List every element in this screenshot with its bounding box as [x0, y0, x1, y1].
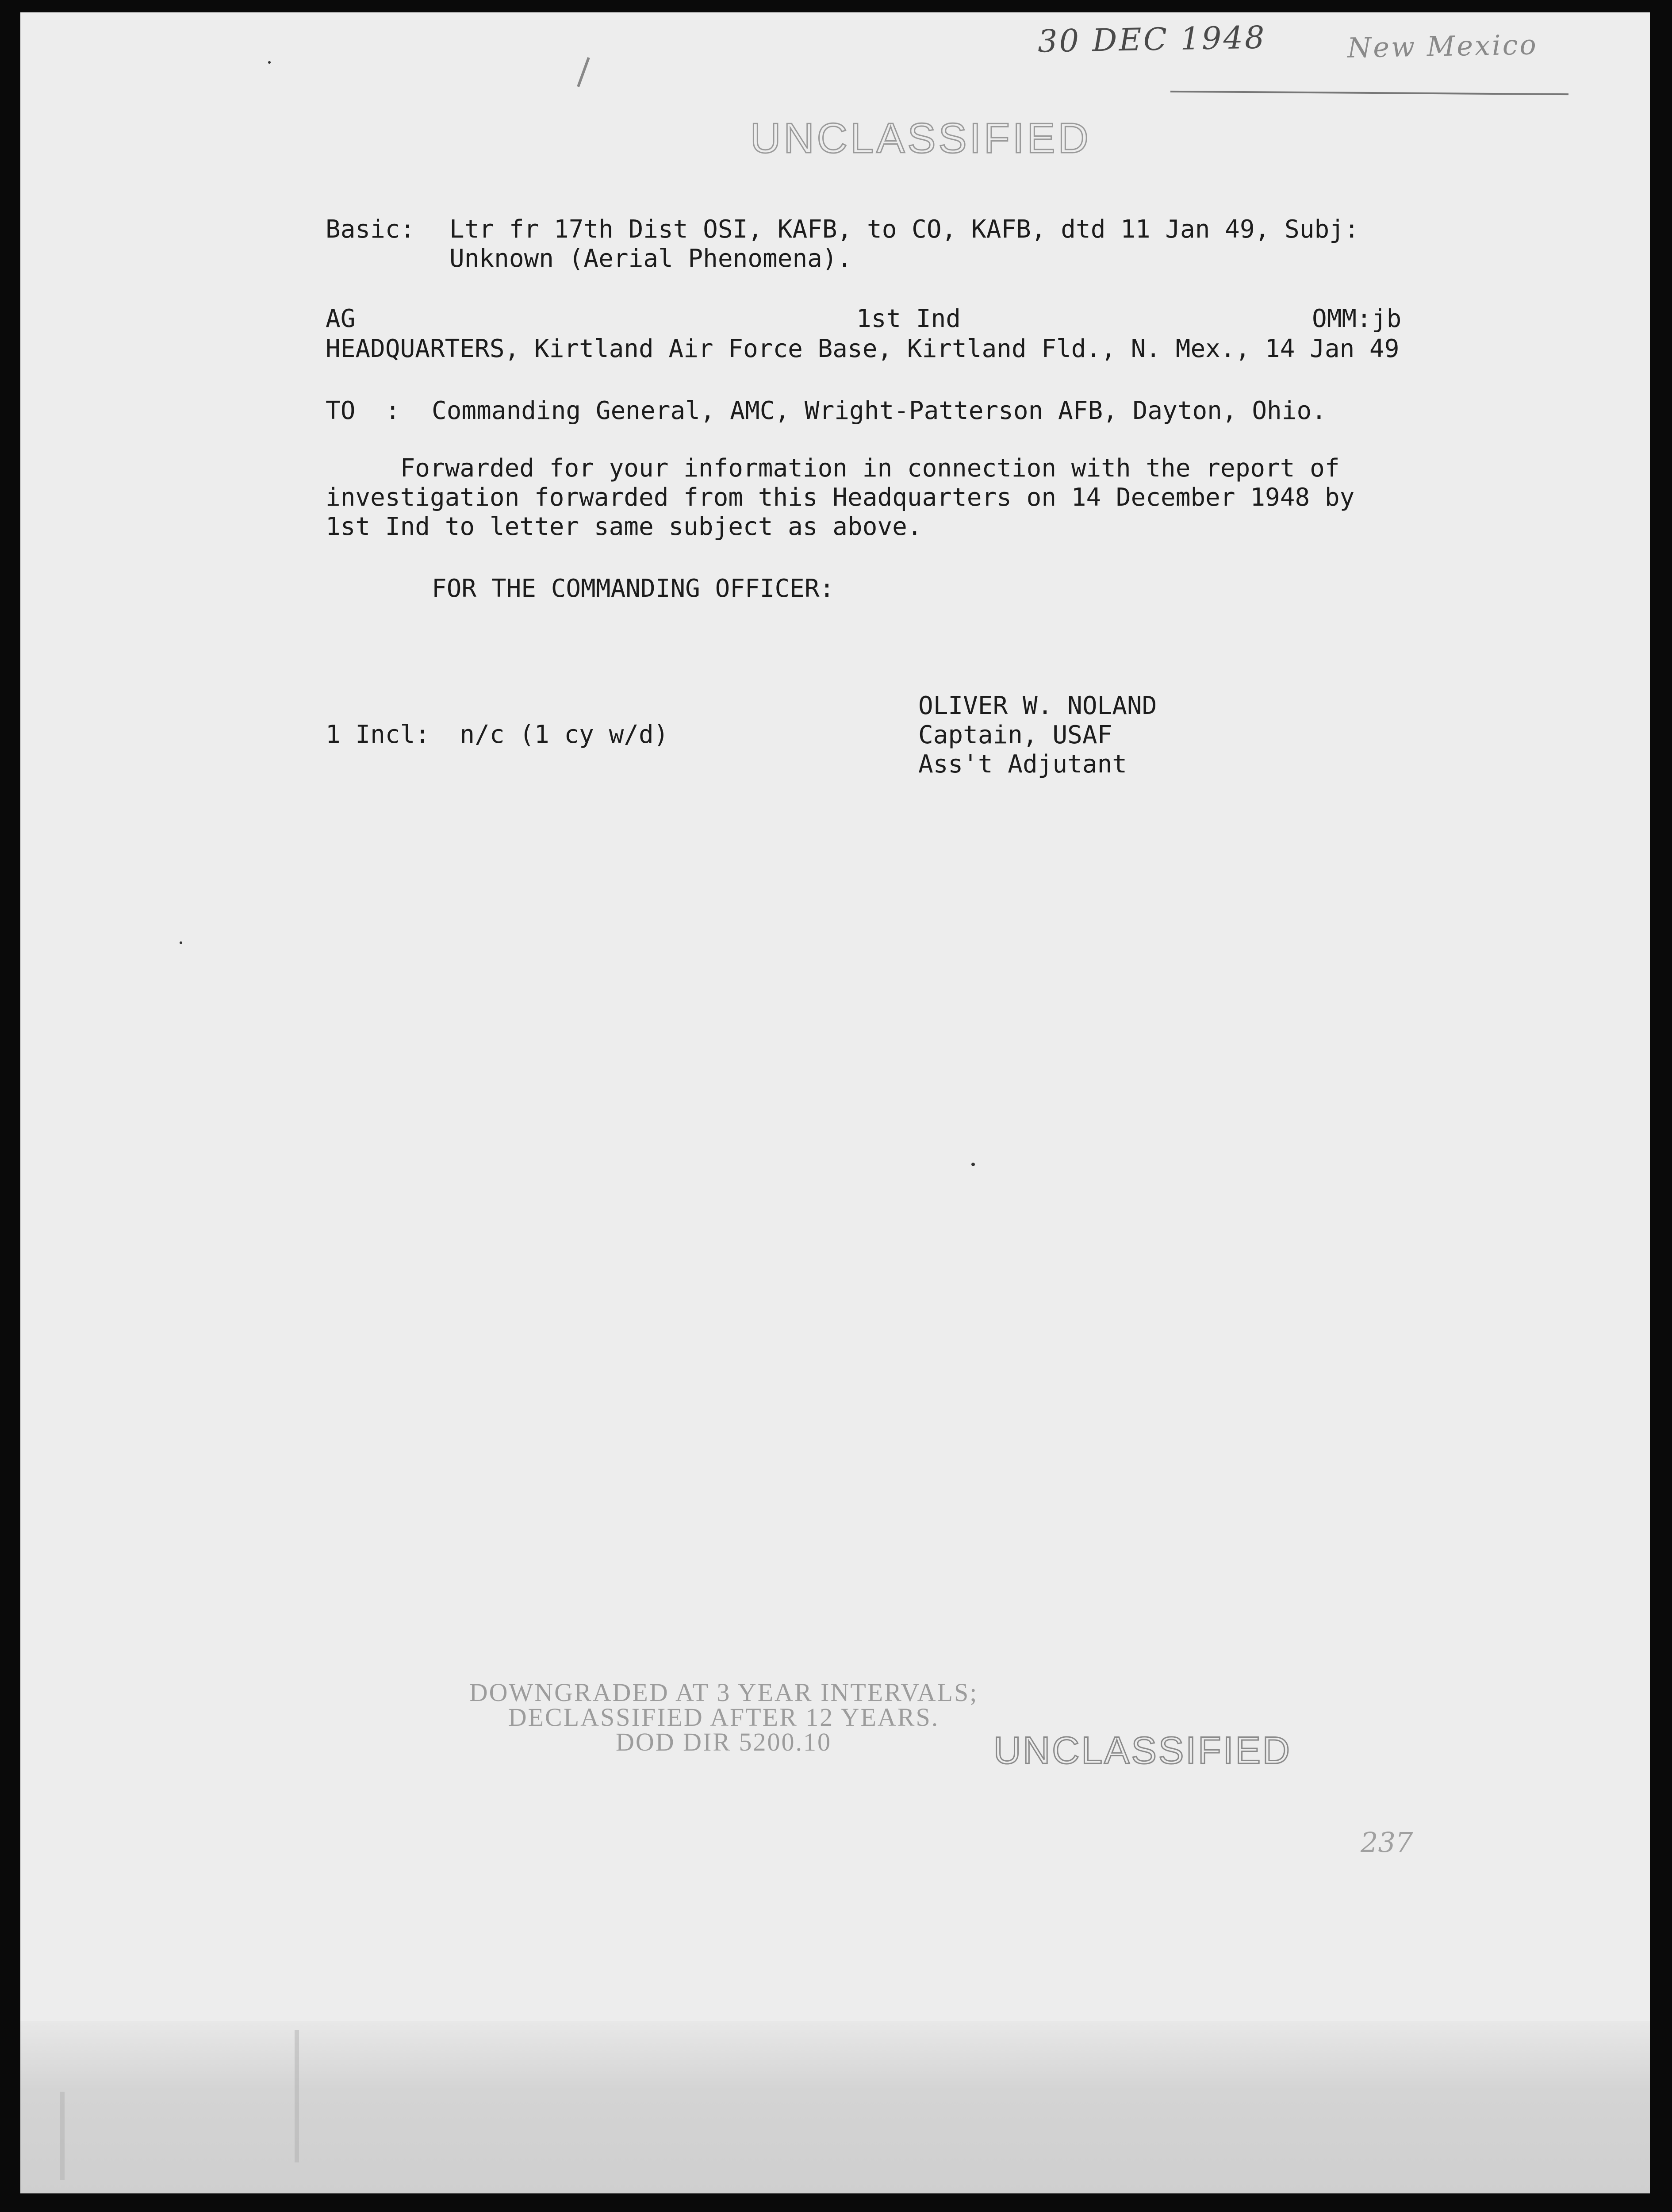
signature-name: OLIVER W. NOLAND [918, 691, 1157, 720]
enclosure-line: 1 Incl: n/c (1 cy w/d) [326, 720, 669, 749]
handwritten-place: New Mexico [1347, 28, 1538, 64]
handwritten-date: 30 DEC 1948 [1037, 19, 1267, 60]
scan-artifact [295, 2030, 299, 2162]
to-addressee: Commanding General, AMC, Wright-Patterson AFB, Dayton, Ohio. [432, 396, 1327, 425]
basic-label: Basic: [326, 215, 415, 244]
indorsement-code: OMM:jb [1312, 304, 1402, 333]
indorsement-number: 1st Ind [856, 304, 961, 333]
signature-title: Ass't Adjutant [918, 750, 1127, 779]
footer-classification-stamp: UNCLASSIFIED [993, 1729, 1292, 1772]
downgrade-line-2: DECLASSIFIED AFTER 12 YEARS. [508, 1703, 940, 1732]
handwritten-mark [577, 57, 590, 87]
signature-rank: Captain, USAF [918, 721, 1112, 749]
header-classification-stamp: UNCLASSIFIED [750, 115, 1091, 162]
downgrade-line-1: DOWNGRADED AT 3 YEAR INTERVALS; [469, 1678, 978, 1707]
body-line-1: Forwarded for your information in connection with the report of [326, 454, 1340, 483]
to-label: TO : [326, 396, 400, 425]
document-page [20, 12, 1650, 2193]
headquarters-line: HEADQUARTERS, Kirtland Air Force Base, Kirtland Fld., N. Mex., 14 Jan 49 [326, 334, 1400, 363]
body-line-3: 1st Ind to letter same subject as above. [326, 512, 922, 541]
closing-line: FOR THE COMMANDING OFFICER: [432, 574, 835, 603]
basic-reference-line-2: Unknown (Aerial Phenomena). [449, 244, 852, 273]
scan-bottom-band [20, 2021, 1650, 2193]
downgrade-stamp [410, 1680, 1038, 1755]
handwritten-underline [1170, 91, 1568, 95]
office-symbol: AG [326, 304, 356, 333]
speck [971, 1163, 975, 1166]
page-number: 237 [1361, 1826, 1413, 1859]
downgrade-line-3: DOD DIR 5200.10 [615, 1728, 832, 1756]
speck [268, 61, 271, 64]
speck [180, 941, 182, 944]
basic-reference-line-1: Ltr fr 17th Dist OSI, KAFB, to CO, KAFB, dtd 11 Jan 49, Subj: [449, 215, 1359, 244]
scan-artifact [60, 2092, 65, 2180]
body-line-2: investigation forwarded from this Headquarters on 14 December 1948 by [326, 483, 1355, 512]
